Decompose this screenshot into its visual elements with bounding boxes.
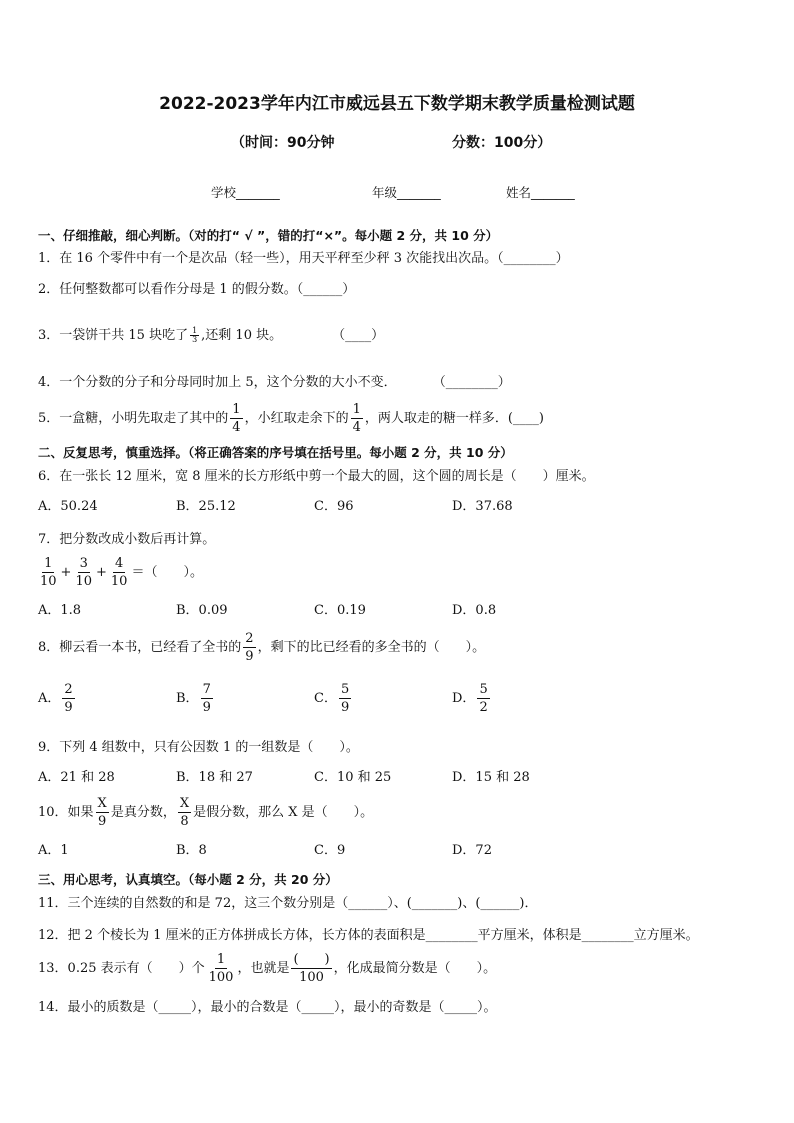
question-14: 14．最小的质数是（_____），最小的合数是（_____），最小的奇数是（_____）。 (38, 1000, 497, 1015)
fraction-4-10: $\frac{4}{10}$ (110, 556, 128, 589)
page-title: 2022-2023学年内江市威远县五下数学期末教学质量检测试题 (159, 94, 635, 114)
q8-option-d-fraction: $\frac{5}{2}$ (479, 682, 488, 715)
question-13-text-3: ，化成最简分数是（ ）。 (333, 961, 497, 976)
question-11: 11．三个连续的自然数的和是 72，这三个数分别是（______）、(_______)、(______)． (38, 896, 538, 911)
q10-option-c[interactable]: C．9 (314, 843, 346, 858)
question-4 (38, 376, 511, 389)
q7-option-b[interactable]: B．0.09 (176, 603, 228, 618)
question-5-text-2: ，小红取走余下的 (244, 411, 349, 426)
fraction-1-10: $\frac{1}{10}$ (40, 556, 57, 589)
question-10-text-2: 是真分数， (110, 805, 176, 820)
fraction-2-9: $\frac{2}{9}$ (245, 631, 254, 664)
exam-time: （时间：90分钟 (231, 135, 335, 151)
q10-option-a[interactable]: A．1 (38, 843, 69, 858)
question-3 (38, 327, 384, 344)
fraction-blank-100: $\frac{( )}{100}$ (293, 952, 330, 985)
plus-sign: + (60, 565, 72, 580)
q10-option-b[interactable]: B．8 (176, 843, 207, 858)
fraction-x-9: $\frac{X}{9}$ (97, 796, 107, 829)
grade-field[interactable]: 年级_______ (372, 185, 441, 200)
fraction-one-quarter-2: $\frac{1}{4}$ (352, 402, 361, 435)
q8-option-a-fraction: $\frac{2}{9}$ (64, 682, 73, 715)
question-5 (38, 403, 544, 434)
q8-option-c[interactable]: C． $\frac{5}{9}$ (314, 682, 350, 715)
question-2: 2．任何整数都可以看作分母是 1 的假分数。（______） (38, 282, 356, 297)
school-field[interactable]: 学校_______ (211, 185, 280, 200)
fraction-3-10: $\frac{3}{10}$ (75, 556, 92, 589)
plus-sign-2: + (96, 565, 107, 580)
question-10-text: 10．如果 (38, 805, 94, 820)
numerator-answer-blank[interactable]: ( ) (293, 952, 330, 967)
section-2-heading: 二、反复思考，慎重选择。（将正确答案的序号填在括号里。每小题 2 分，共 10 分） (38, 445, 513, 460)
name-field[interactable]: 姓名_______ (506, 185, 575, 200)
equals-answer: ＝（ ）。 (131, 565, 203, 580)
question-9: 9．下列 4 组数中，只有公因数 1 的一组数是（ ）。 (38, 740, 359, 755)
question-3-text-2: ,还剩 10 块。 (201, 328, 283, 343)
question-6: 6．在一张长 12 厘米，宽 8 厘米的长方形纸中剪一个最大的圆，这个圆的周长是（ ）厘米。 (38, 469, 595, 484)
question-13-text: 13．0.25 表示有（ ）个 (38, 961, 205, 976)
fraction-one-quarter: $\frac{1}{4}$ (232, 402, 241, 435)
question-8-text: 8．柳云看一本书，已经看了全书的 (38, 640, 242, 655)
question-3-text: 3．一袋饼干共 15 块吃了 (38, 328, 189, 343)
q6-option-a[interactable]: A．50.24 (38, 499, 98, 514)
q9-option-a[interactable]: A．21 和 28 (38, 770, 115, 785)
fraction-1-100: $\frac{1}{100}$ (208, 952, 234, 985)
question-10 (38, 797, 373, 828)
q6-option-c[interactable]: C．96 (314, 499, 354, 514)
q6-option-b[interactable]: B．25.12 (176, 499, 236, 514)
q9-option-c[interactable]: C．10 和 25 (314, 770, 392, 785)
question-7: 7．把分数改成小数后再计算。 (38, 532, 216, 547)
q6-option-d[interactable]: D．37.68 (452, 499, 513, 514)
question-4-answer-blank[interactable]: （________） (432, 375, 511, 390)
q7-option-c[interactable]: C．0.19 (314, 603, 366, 618)
q7-option-a[interactable]: A．1.8 (38, 603, 82, 618)
q7-option-d[interactable]: D．0.8 (452, 603, 497, 618)
q9-option-d[interactable]: D．15 和 28 (452, 770, 530, 785)
question-7-expression (36, 557, 203, 588)
fraction-one-third: $\frac{1}{3}$ (192, 326, 198, 344)
question-1: 1．在 16 个零件中有一个是次品（轻一些），用天平秤至少秤 3 次能找出次品。（________） (38, 251, 569, 266)
q9-option-b[interactable]: B．18 和 27 (176, 770, 253, 785)
fraction-x-8: $\frac{X}{8}$ (179, 796, 190, 829)
question-13-text-2: ，也就是 (237, 961, 290, 976)
question-3-answer-blank[interactable]: （____） (332, 328, 385, 343)
q8-option-c-fraction: $\frac{5}{9}$ (340, 682, 350, 715)
q8-option-d[interactable]: D． $\frac{5}{2}$ (452, 682, 488, 715)
q8-option-b[interactable]: B． $\frac{7}{9}$ (176, 682, 211, 715)
question-5-text-3: ，两人取走的糖一样多．(____) (364, 411, 545, 426)
section-3-heading: 三、用心思考，认真填空。（每小题 2 分，共 20 分） (38, 872, 338, 887)
q8-option-a[interactable]: A． $\frac{2}{9}$ (38, 682, 73, 715)
section-1-heading: 一、仔细推敲，细心判断。（对的打“ √ ”，错的打“×”。每小题 2 分，共 10 分） (38, 228, 499, 243)
question-5-text: 5．一盒糖，小明先取走了其中的 (38, 411, 229, 426)
question-12: 12．把 2 个棱长为 1 厘米的正方体拼成长方体，长方体的表面积是________平方厘米，体积是________立方厘米。 (38, 928, 699, 943)
question-8 (38, 632, 485, 663)
exam-score: 分数：100分） (452, 135, 552, 151)
q10-option-d[interactable]: D．72 (452, 843, 492, 858)
question-10-text-3: 是假分数，那么 X 是（ ）。 (193, 805, 374, 820)
question-13 (38, 953, 496, 984)
question-4-text: 4．一个分数的分子和分母同时加上 5，这个分数的大小不变． (38, 375, 397, 390)
q8-option-b-fraction: $\frac{7}{9}$ (202, 682, 211, 715)
question-8-text-2: ，剩下的比已经看的多全书的（ ）。 (257, 640, 486, 655)
